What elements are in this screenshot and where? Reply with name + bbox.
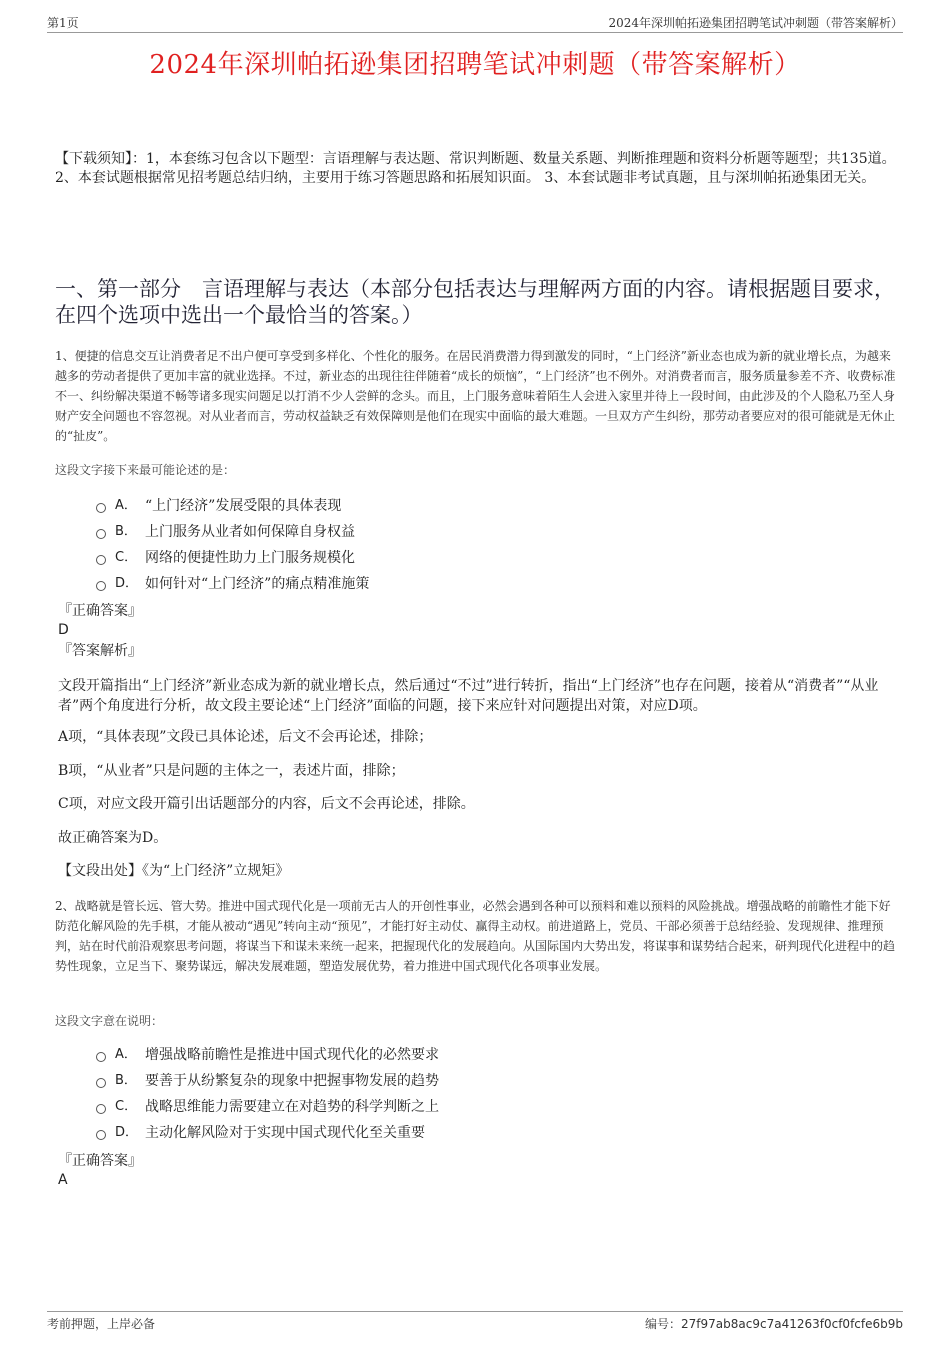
option-key: D． xyxy=(115,576,139,591)
radio-button[interactable] xyxy=(96,555,106,565)
radio-button[interactable] xyxy=(96,581,106,591)
option-text: “上门经济”发展受限的具体表现 xyxy=(145,498,342,514)
radio-button[interactable] xyxy=(96,1078,106,1088)
option-d[interactable] xyxy=(95,1120,855,1146)
option-text: 战略思维能力需要建立在对趋势的科学判断之上 xyxy=(145,1099,439,1115)
question-1-prompt: 这段文字接下来最可能论述的是： xyxy=(55,463,236,477)
page-number: 第1页 xyxy=(47,16,79,30)
question-1-text: 1、便捷的信息交互让消费者足不出户便可享受到多样化、个性化的服务。在居民消费潜力得到激发的同时，“上门经济”新业态也成为新的就业增长点，为越来越多的劳动者提供了更加丰富的就业选择。不过，新业态的出现往往伴随着“成长的烦恼”，“上门经济”也不例外。对消费者而言，服务质量参差不齐、收费标准不一、纠纷解决渠道不畅等诸多现实问题足以打消不少人尝鲜的念头。而且，上门服务意味着陌生人会进入家里并待上一段时间，由此涉及的个人隐私乃至人身财产安全问题也不容忽视。对从业者而言，劳动权益缺乏有效保障则是他们在现实中面临的最大难题。一旦双方产生纠纷，那劳动者要应对的很可能就是无休止的“扯皮”。 xyxy=(55,349,896,443)
option-text: 上门服务从业者如何保障自身权益 xyxy=(145,524,355,540)
option-text: 增强战略前瞻性是推进中国式现代化的必然要求 xyxy=(145,1047,439,1063)
option-key: B． xyxy=(115,1073,137,1088)
option-b[interactable] xyxy=(95,519,855,545)
option-key: C． xyxy=(115,1099,138,1114)
option-a[interactable] xyxy=(95,1042,855,1068)
download-notice: 【下载须知】：1，本套练习包含以下题型：言语理解与表达题、常识判断题、数量关系题、判断推理题和资料分析题等题型；共135道。 2、本套试题根据常见招考题总结归纳，主要用于练习答题思路和拓展知识面。 3、本套试题非考试真题，且与深圳帕拓逊集团无关。 xyxy=(55,151,896,186)
analysis-paragraph: C项，对应文段开篇引出话题部分的内容，后文不会再论述，排除。 xyxy=(58,796,475,812)
correct-answer-value: D xyxy=(58,622,69,638)
option-text: 要善于从纷繁复杂的现象中把握事物发展的趋势 xyxy=(145,1073,439,1089)
section-heading: 一、第一部分 言语理解与表达（本部分包括表达与理解两方面的内容。请根据题目要求，在四个选项中选出一个最恰当的答案。） xyxy=(55,277,895,327)
correct-answer-label: 『正确答案』 xyxy=(58,603,142,619)
radio-button[interactable] xyxy=(96,529,106,539)
analysis-paragraph: B项，“从业者”只是问题的主体之一，表述片面，排除； xyxy=(58,763,405,779)
option-c[interactable] xyxy=(95,545,855,571)
analysis-paragraph: 文段开篇指出“上门经济”新业态成为新的就业增长点，然后通过“不过”进行转折，指出“上门经济”也存在问题，接着从“消费者”“从业者”两个角度进行分析，故文段主要论述“上门经济”面临的问题，接下来应针对问题提出对策，对应D项。 xyxy=(58,678,879,714)
analysis-label: 『答案解析』 xyxy=(58,643,142,659)
option-key: A． xyxy=(115,498,137,513)
question-2-text: 2、战略就是管长远、管大势。推进中国式现代化是一项前无古人的开创性事业，必然会遇到各种可以预料和难以预料的风险挑战。增强战略的前瞻性才能下好防范化解风险的先手棋，才能从被动“遇见”转向主动“预见”，才能打好主动仗、赢得主动权。前进道路上，党员、干部必须善于总结经验、发现规律、推理预判，站在时代前沿观察思考问题，将谋当下和谋未来统一起来，把握现代化的发展趋向。从国际国内大势出发，将谋事和谋势结合起来，研判现代化进程中的趋势性现象，立足当下、聚势谋远，解决发展难题，塑造发展优势，着力推进中国式现代化各项事业发展。 xyxy=(55,899,896,973)
code-label: 编号： xyxy=(645,1317,682,1331)
option-key: B． xyxy=(115,524,137,539)
page-footer xyxy=(47,1311,903,1333)
radio-button[interactable] xyxy=(96,1104,106,1114)
option-text: 主动化解风险对于实现中国式现代化至关重要 xyxy=(145,1125,425,1141)
header-doc-title: 2024年深圳帕拓逊集团招聘笔试冲刺题（带答案解析） xyxy=(608,16,903,30)
correct-answer-label: 『正确答案』 xyxy=(58,1153,142,1169)
radio-button[interactable] xyxy=(96,1130,106,1140)
correct-answer-value: A xyxy=(58,1172,68,1188)
radio-button[interactable] xyxy=(96,1052,106,1062)
option-key: A． xyxy=(115,1047,137,1062)
radio-button[interactable] xyxy=(96,503,106,513)
option-d[interactable] xyxy=(95,571,855,597)
option-b[interactable] xyxy=(95,1068,855,1094)
analysis-paragraph: 故正确答案为D。 xyxy=(58,830,168,846)
question-2-prompt: 这段文字意在说明： xyxy=(55,1014,164,1028)
option-key: D． xyxy=(115,1125,139,1140)
analysis-paragraph: A项，“具体表现”文段已具体论述，后文不会再论述，排除； xyxy=(58,729,433,745)
document-title: 2024年深圳帕拓逊集团招聘笔试冲刺题（带答案解析） xyxy=(149,50,801,80)
option-c[interactable] xyxy=(95,1094,855,1120)
question-2-options xyxy=(95,1042,855,1146)
option-text: 如何针对“上门经济”的痛点精准施策 xyxy=(145,576,370,592)
document-code xyxy=(645,1315,903,1332)
option-key: C． xyxy=(115,550,138,565)
question-1-options xyxy=(95,493,855,597)
option-a[interactable] xyxy=(95,493,855,519)
code-value: 27f97ab8ac9c7a41263f0cf0fcfe6b9b xyxy=(681,1317,903,1331)
footer-slogan: 考前押题，上岸必备 xyxy=(47,1317,156,1331)
option-text: 网络的便捷性助力上门服务规模化 xyxy=(145,550,355,566)
source-citation: 【文段出处】《为“上门经济”立规矩》 xyxy=(58,863,290,879)
page-header xyxy=(47,14,903,33)
